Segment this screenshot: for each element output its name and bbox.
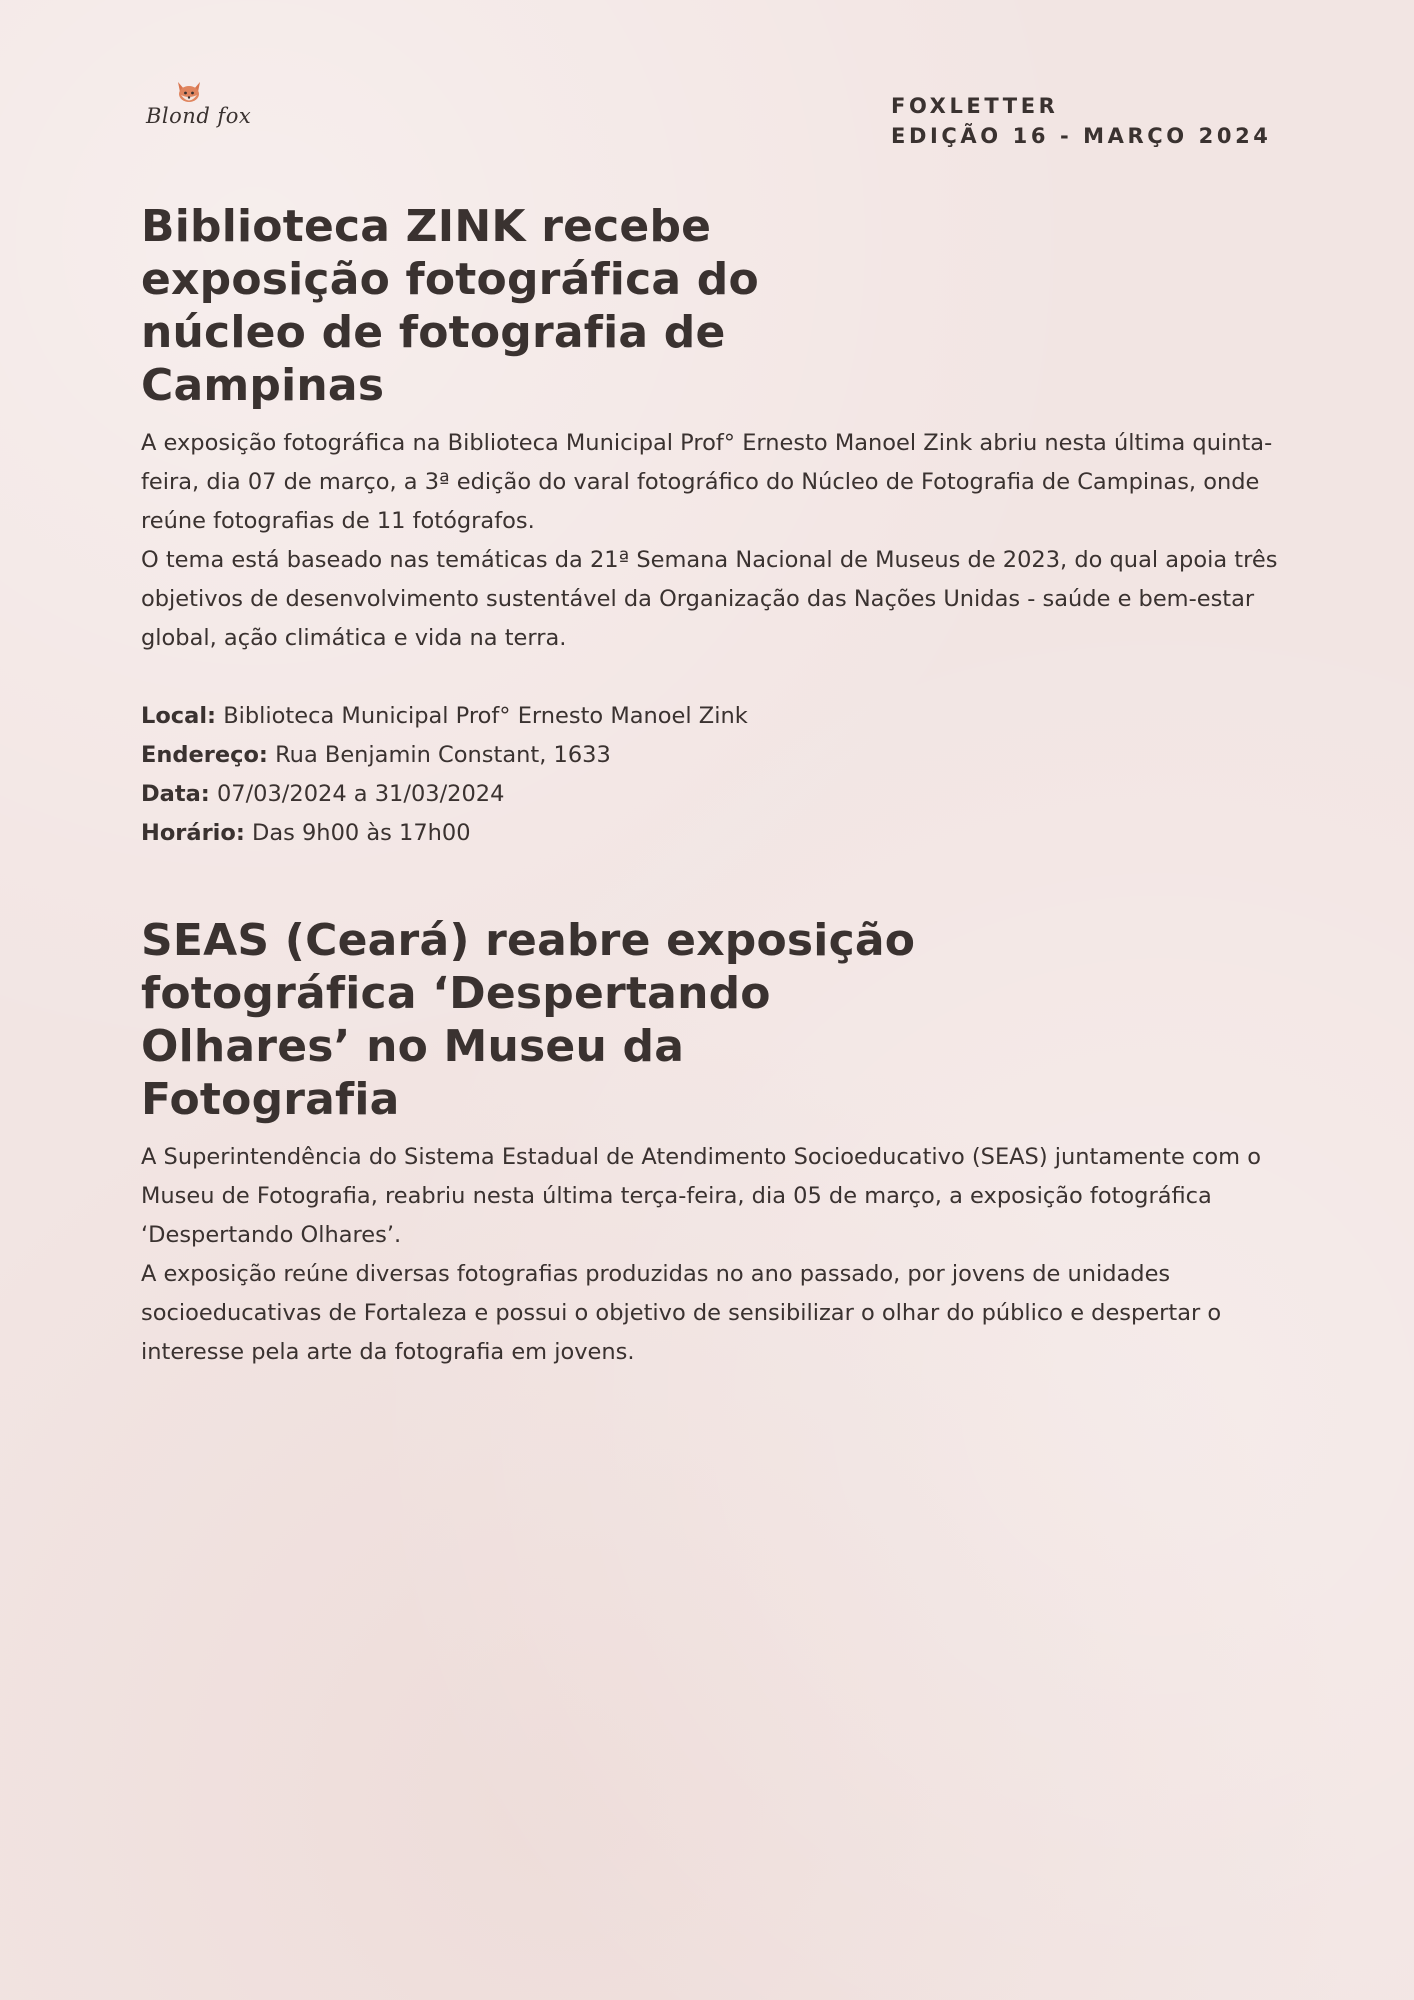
detail-label: Data: [141, 781, 210, 807]
article-paragraph: A exposição fotográfica na Biblioteca Municipal Prof° Ernesto Manoel Zink abriu nesta última quinta-feira, dia 07 de março, a 3ª edição do varal fotográfico do Núcleo de Fotografia de Campinas, onde reúne fotografias de 11 fotógrafos. [141, 430, 1273, 534]
detail-label: Endereço: [141, 742, 268, 768]
article-zink [141, 200, 1281, 853]
detail-local [141, 697, 1281, 736]
detail-value: Das 9h00 às 17h00 [252, 820, 471, 846]
event-details [141, 697, 1281, 853]
logo-wordmark: Blond fox [146, 104, 252, 128]
edition-label: EDIÇÃO 16 - MARÇO 2024 [891, 124, 1272, 148]
article-seas [141, 914, 1281, 1372]
brand-logo [146, 78, 252, 138]
newsletter-name: FOXLETTER [891, 94, 1059, 118]
detail-value: Biblioteca Municipal Prof° Ernesto Manoel Zink [223, 703, 748, 729]
detail-value: 07/03/2024 a 31/03/2024 [216, 781, 505, 807]
article-title: Biblioteca ZINK recebe exposição fotográfica do núcleo de fotografia de Campinas [141, 201, 759, 411]
article-title: SEAS (Ceará) reabre exposição fotográfica ‘Despertando Olhares’ no Museu da Fotografia [141, 915, 916, 1125]
fox-icon [174, 80, 204, 106]
detail-data [141, 775, 1281, 814]
detail-label: Horário: [141, 820, 245, 846]
article-paragraph: A Superintendência do Sistema Estadual de Atendimento Socioeducativo (SEAS) juntamente com o Museu de Fotografia, reabriu nesta última terça-feira, dia 05 de março, a exposição fotográfica ‘Despertando Olhares’. [141, 1144, 1261, 1248]
detail-value: Rua Benjamin Constant, 1633 [275, 742, 611, 768]
masthead [891, 91, 1272, 151]
detail-endereco [141, 736, 1281, 775]
article-paragraph: O tema está baseado nas temáticas da 21ª Semana Nacional de Museus de 2023, do qual apoia três objetivos de desenvolvimento sustentável da Organização das Nações Unidas - saúde e bem-estar global, ação climática e vida na terra. [141, 547, 1278, 651]
detail-horario [141, 814, 1281, 853]
article-paragraph: A exposição reúne diversas fotografias produzidas no ano passado, por jovens de unidades socioeducativas de Fortaleza e possui o objetivo de sensibilizar o olhar do público e despertar o interesse pela arte da fotografia em jovens. [141, 1261, 1222, 1365]
detail-label: Local: [141, 703, 217, 729]
